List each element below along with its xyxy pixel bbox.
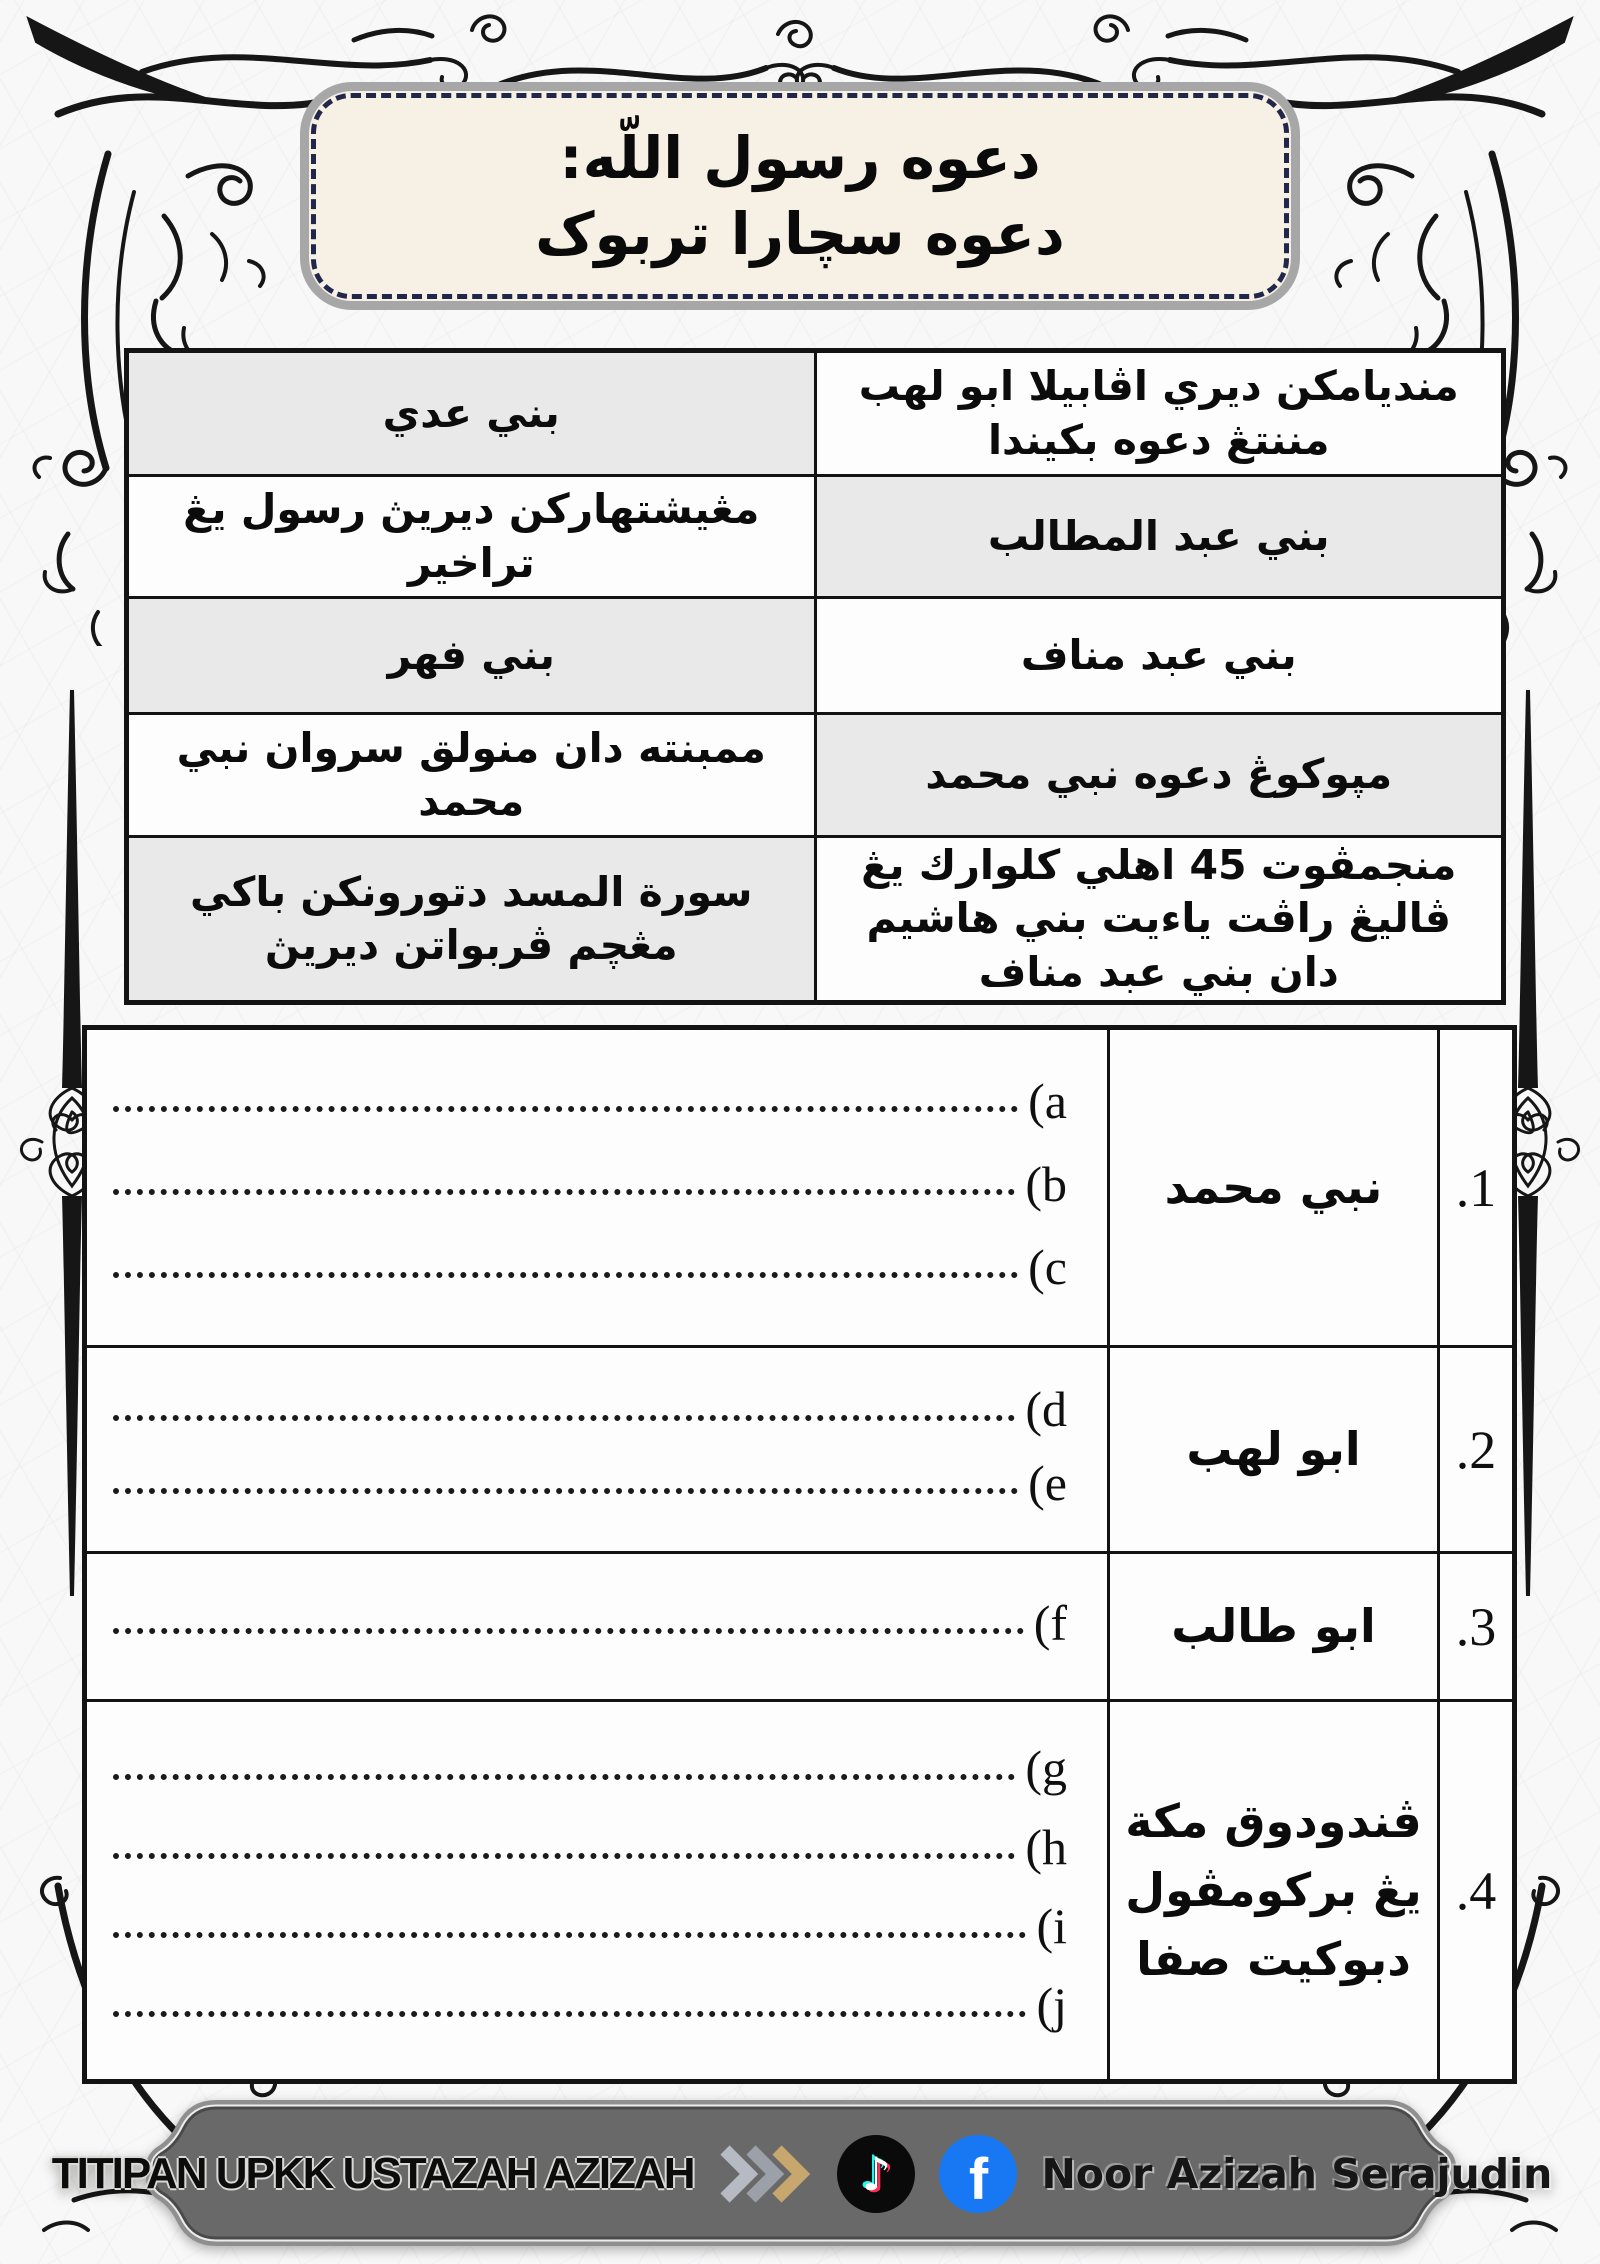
info-cell-r4-right: مڽوكوڠ دعوه نبي محمد <box>817 715 1502 835</box>
info-cell-r5-right: منجمڤوت 45 اهلي كلوارك يڠ ڤاليڠ راڤت ياءيت بني هاشيم دان بني عبد مناف <box>817 838 1502 1000</box>
dotted-answer-line[interactable] <box>113 1189 1015 1195</box>
question-topic-2: ابو لهب <box>1110 1348 1437 1551</box>
info-cell-r1-right: منديامكن ديري اڤابيلا ابو لهب مننتڠ دعوه بكيندا <box>817 353 1502 474</box>
answers-q3 <box>87 1554 1107 1699</box>
dotted-answer-line[interactable] <box>113 1774 1015 1780</box>
dotted-answer-line[interactable] <box>113 1106 1018 1112</box>
answer-line <box>113 1155 1067 1212</box>
tiktok-icon <box>837 2135 915 2213</box>
title-box <box>300 82 1300 310</box>
question-topic-3: ابو طالب <box>1110 1554 1437 1699</box>
question-number-2: 2. <box>1440 1348 1512 1551</box>
answer-label: (e <box>1028 1454 1067 1511</box>
answers-q2 <box>87 1348 1107 1551</box>
facebook-letter: f <box>968 2146 989 2212</box>
answer-line <box>113 1898 1067 1955</box>
answer-line <box>113 1594 1067 1651</box>
dotted-answer-line[interactable] <box>113 1488 1018 1494</box>
info-table <box>124 348 1506 1005</box>
tiktok-note-glyph: ♪ <box>861 2147 892 2201</box>
dotted-answer-line[interactable] <box>113 1272 1018 1278</box>
info-cell-r4-left: ممبنته دان منولق سروان نبي محمد <box>129 715 814 835</box>
fast-forward-chevrons-icon <box>717 2145 813 2203</box>
answer-label: (d <box>1025 1381 1067 1437</box>
question-number-3: 3. <box>1440 1554 1512 1699</box>
answer-label: (h <box>1025 1819 1067 1876</box>
author-name: Noor Azizah Serajudin <box>1041 2150 1553 2198</box>
answer-line <box>113 1819 1067 1876</box>
answer-label: (j <box>1036 1977 1067 2034</box>
question-table <box>82 1025 1517 2084</box>
dotted-answer-line[interactable] <box>113 1415 1015 1421</box>
info-cell-r2-left: مڠيشتهاركن ديريڽ رسول يڠ تراخير <box>129 477 814 596</box>
answer-label: (g <box>1025 1740 1067 1797</box>
footer-banner <box>51 2094 1553 2254</box>
answer-line <box>113 1977 1067 2034</box>
info-cell-r5-left: سورة المسد دتورونكن باكي مڠچم ڤربواتن ديريڽ <box>129 838 814 1000</box>
page-title-line-1: دعوه رسول اللّه: <box>559 123 1041 192</box>
info-cell-r3-left: بني فهر <box>129 599 814 712</box>
page-title-line-2: دعوه سچارا تربوک <box>535 200 1065 268</box>
question-topic-4: ڤندودوق مكة يڠ بركومڤول دبوكيت صفا <box>1110 1702 1437 2079</box>
answer-label: (c <box>1028 1238 1067 1295</box>
banner-content <box>51 2094 1553 2254</box>
banner-title: TITIPAN UPKK USTAZAH AZIZAH <box>51 2149 694 2198</box>
facebook-icon <box>939 2135 1017 2213</box>
info-cell-r1-left: بني عدي <box>129 353 814 474</box>
info-cell-r2-right: بني عبد المطالب <box>817 477 1502 596</box>
info-cell-r3-right: بني عبد مناف <box>817 599 1502 712</box>
answer-label: (f <box>1033 1594 1067 1651</box>
question-topic-1: نبي محمد <box>1110 1030 1437 1345</box>
answer-line <box>113 1381 1067 1437</box>
answer-label: (a <box>1028 1072 1067 1129</box>
dotted-answer-line[interactable] <box>113 2011 1026 2017</box>
answer-label: (b <box>1025 1155 1067 1212</box>
dotted-answer-line[interactable] <box>113 1932 1026 1938</box>
answer-line <box>113 1072 1067 1129</box>
answer-line <box>113 1454 1067 1511</box>
answers-q4 <box>87 1702 1107 2079</box>
dotted-answer-line[interactable] <box>113 1853 1015 1859</box>
question-number-4: 4. <box>1440 1702 1512 2079</box>
answers-q1 <box>87 1030 1107 1345</box>
answer-line <box>113 1740 1067 1797</box>
question-number-1: 1. <box>1440 1030 1512 1345</box>
title-inner-dashed-frame <box>311 93 1289 299</box>
answer-label: (i <box>1036 1898 1067 1955</box>
dotted-answer-line[interactable] <box>113 1628 1024 1634</box>
answer-line <box>113 1238 1067 1295</box>
